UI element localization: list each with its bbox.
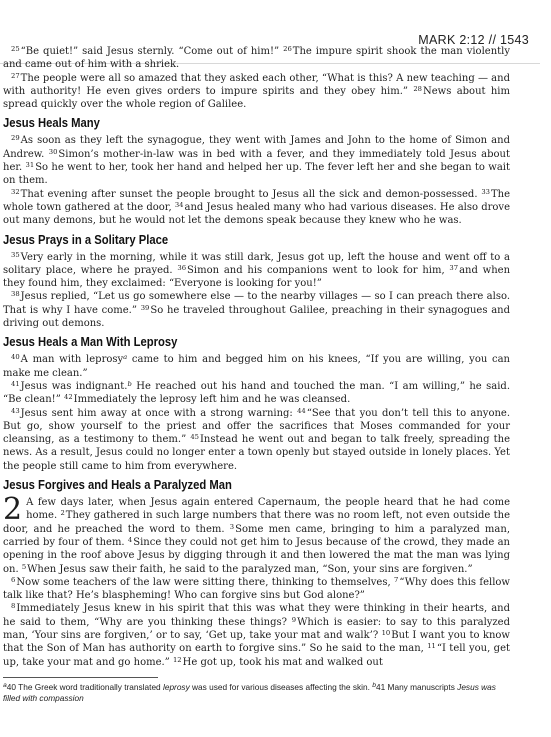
footnote-verse-ref: 40 xyxy=(6,681,17,692)
verse-text: was used for various diseases affecting the skin. xyxy=(189,681,370,692)
verse-text: The impure spirit shook the man violently and came out of him with a shriek. xyxy=(3,46,511,71)
section-heading: Jesus Prays in a Solitary Place xyxy=(3,232,169,247)
section xyxy=(3,335,510,473)
verse-number: 44 xyxy=(297,406,306,415)
verse-text: Since they could not get him to Jesus because of the crowd, they made an opening in the roof above Jesus by digging through it and then lowered the mat the man was lying on. xyxy=(3,536,510,575)
verse-number: 32 xyxy=(11,187,20,196)
verse-number: 37 xyxy=(449,263,459,272)
verse-text: That evening after sunset the people brought to Jesus all the sick and demon-possessed. xyxy=(20,188,482,200)
verse-text: Very early in the morning, while it was still dark, Jesus got up, left the house and went off to a solitary place, where he prayed. xyxy=(3,251,510,276)
verse-text: Jesus was indignant. xyxy=(20,380,128,392)
verse-number: 41 xyxy=(11,379,20,388)
verse-number: 26 xyxy=(283,45,292,53)
verse-number: 39 xyxy=(140,303,150,312)
verse-text: Simon’s mother-in-law was in bed with a fever, and they immediately told Jesus about her. xyxy=(3,148,510,174)
footnote-letter: b xyxy=(372,681,376,689)
verse-number: 43 xyxy=(11,406,20,415)
verse-text: and Jesus healed many who had various diseases. He also drove out many demons, but he would not let the demons speak because they knew who he was. xyxy=(3,201,510,227)
verse-text: Jesus sent him away at once with a strong warning: xyxy=(20,407,298,419)
verse-text: As soon as they left the synagogue, they went with James and John to the home of Simon and Andrew. xyxy=(3,135,510,160)
verse-number: 25 xyxy=(11,45,20,53)
section xyxy=(3,233,510,331)
verse-number: 38 xyxy=(11,290,20,299)
paragraph xyxy=(3,380,510,407)
verse-text: Simon and his companions went to look for him, xyxy=(187,264,450,276)
verse-text: He got up, took his mat and walked out xyxy=(182,656,383,668)
verse-text: “I tell you, get up, take your mat and go home.” xyxy=(3,643,511,668)
verse-text: So he went to her, took her hand and helped her up. The fever left her and she began to wait on them. xyxy=(3,162,510,187)
footnote-verse-ref: 41 xyxy=(376,681,386,692)
verse-number: 12 xyxy=(172,655,182,664)
verse-number: 36 xyxy=(177,263,187,272)
verse-text: Jesus replied, “Let us go somewhere else — to the nearby villages — so I can preach there also. That is why I have come.” xyxy=(3,291,510,316)
section-heading: Jesus Heals Many xyxy=(3,116,100,131)
chapter-number: 2 xyxy=(3,492,23,528)
verse-number: 4 xyxy=(127,535,133,544)
verse-number: 9 xyxy=(291,615,297,624)
verse-text: He reached out his hand and touched the man. “I am willing,” he said. “Be clean!” xyxy=(3,380,511,406)
verse-number: 11 xyxy=(427,642,436,651)
section xyxy=(3,116,510,227)
section-heading: Jesus Forgives and Heals a Paralyzed Man xyxy=(3,478,232,493)
verse-text: came to him and begged him on his knees, “If you are willing, you can make me clean.” xyxy=(3,354,510,379)
paragraph xyxy=(3,188,510,228)
verse-text: When Jesus saw their faith, he said to the paralyzed man, “Son, your sins are forgiven.” xyxy=(27,563,473,575)
verse-number: 3 xyxy=(229,522,235,531)
footnote-marker: a xyxy=(123,353,128,362)
verse-number: 28 xyxy=(413,84,422,93)
verse-number: 27 xyxy=(11,71,20,80)
verse-text: So he traveled throughout Galilee, preaching in their synagogues and driving out demons. xyxy=(3,304,511,330)
verse-text: But I want you to know that the Son of Man has authority on earth to forgive sins.” So he said to the man, xyxy=(3,629,510,655)
paragraph xyxy=(3,251,510,291)
verse-number: 45 xyxy=(190,433,199,442)
verse-text: They gathered in such large numbers that there was no room left, not even outside the door, and he preached the word to them. xyxy=(3,510,510,535)
verse-text: The Greek word traditionally translated xyxy=(16,681,163,692)
footnote-marker: b xyxy=(127,379,132,388)
verse-number: 35 xyxy=(11,250,20,259)
verse-number: 10 xyxy=(381,628,391,637)
running-head: MARK 2:12 // 1543 xyxy=(418,33,529,47)
verse-text: Now some teachers of the law were sitting there, thinking to themselves, xyxy=(16,576,395,588)
footnotes xyxy=(3,682,510,704)
footnote-divider xyxy=(3,677,158,678)
page-body xyxy=(3,45,510,704)
verse-number: 33 xyxy=(481,187,490,196)
paragraph xyxy=(3,576,510,603)
verse-number: 2 xyxy=(60,509,65,518)
verse-text: “See that you don’t tell this to anyone. But go, show yourself to the priest and offer the sacrifices that Moses commanded for your cleansing, as a testimony to them.” xyxy=(3,407,510,446)
verse-text: The whole town gathered at the door, xyxy=(3,188,510,213)
verse-text: Many manuscripts xyxy=(385,681,458,692)
verse-text: News about him spread quickly over the whole region of Galilee. xyxy=(3,85,510,111)
verse-number: 42 xyxy=(64,393,73,402)
verse-text: Immediately the leprosy left him and he was cleansed. xyxy=(73,394,351,406)
paragraph xyxy=(3,407,510,473)
verse-number: 5 xyxy=(21,562,27,571)
verse-text: and when they found him, they exclaimed: “Everyone is looking for you!” xyxy=(3,264,511,290)
verse-number: 34 xyxy=(174,200,184,209)
paragraph xyxy=(3,602,510,668)
verse-number: 8 xyxy=(11,602,16,611)
verse-number: 40 xyxy=(11,353,20,362)
verse-text: Some men came, bringing to him a paralyzed man, carried by four of them. xyxy=(3,523,510,548)
verse-text: The people were all so amazed that they asked each other, “What is this? A new teaching — and with authority! He even gives orders to impure spirits and they obey him.” xyxy=(3,72,510,97)
verse-text: A man with leprosy xyxy=(20,354,124,366)
verse-text: “Be quiet!” said Jesus sternly. “Come out of him!” xyxy=(20,46,284,57)
footnote-text xyxy=(3,682,510,704)
verse-number: 29 xyxy=(11,134,20,143)
paragraph xyxy=(3,290,510,330)
section-heading: Jesus Heals a Man With Leprosy xyxy=(3,335,178,350)
paragraph xyxy=(3,353,510,380)
section xyxy=(3,45,510,111)
paragraph xyxy=(3,45,510,72)
paragraph xyxy=(3,492,510,576)
italic-text: leprosy xyxy=(162,681,190,692)
paragraph xyxy=(3,72,510,112)
verse-number: 7 xyxy=(394,575,399,584)
paragraph xyxy=(3,134,510,187)
verse-number: 6 xyxy=(11,575,16,584)
verse-text: Instead he went out and began to talk freely, spreading the news. As a result, Jesus could no longer enter a town openly but stayed outside in lonely places. Yet the people still came to him from everywhere. xyxy=(3,434,510,472)
verse-number: 30 xyxy=(48,147,58,156)
footnote-letter: a xyxy=(3,681,7,689)
verse-text: Which is easier: to say to this paralyzed man, ‘Your sins are forgiven,’ or to say, ‘Get up, take your mat and walk’? xyxy=(3,616,510,641)
verse-text: “Why does this fellow talk like that? He’s blaspheming! Who can forgive sins but God alone?” xyxy=(3,576,510,602)
italic-text: Jesus was filled with compassion xyxy=(3,681,496,703)
verse-text: Immediately Jesus knew in his spirit that this was what they were thinking in their hearts, and he said to them, “Why are you thinking these things? xyxy=(3,603,510,628)
verse-text: A few days later, when Jesus again entered Capernaum, the people heard that he had come home. xyxy=(26,497,510,522)
verse-number: 31 xyxy=(25,161,35,170)
section xyxy=(3,478,510,669)
